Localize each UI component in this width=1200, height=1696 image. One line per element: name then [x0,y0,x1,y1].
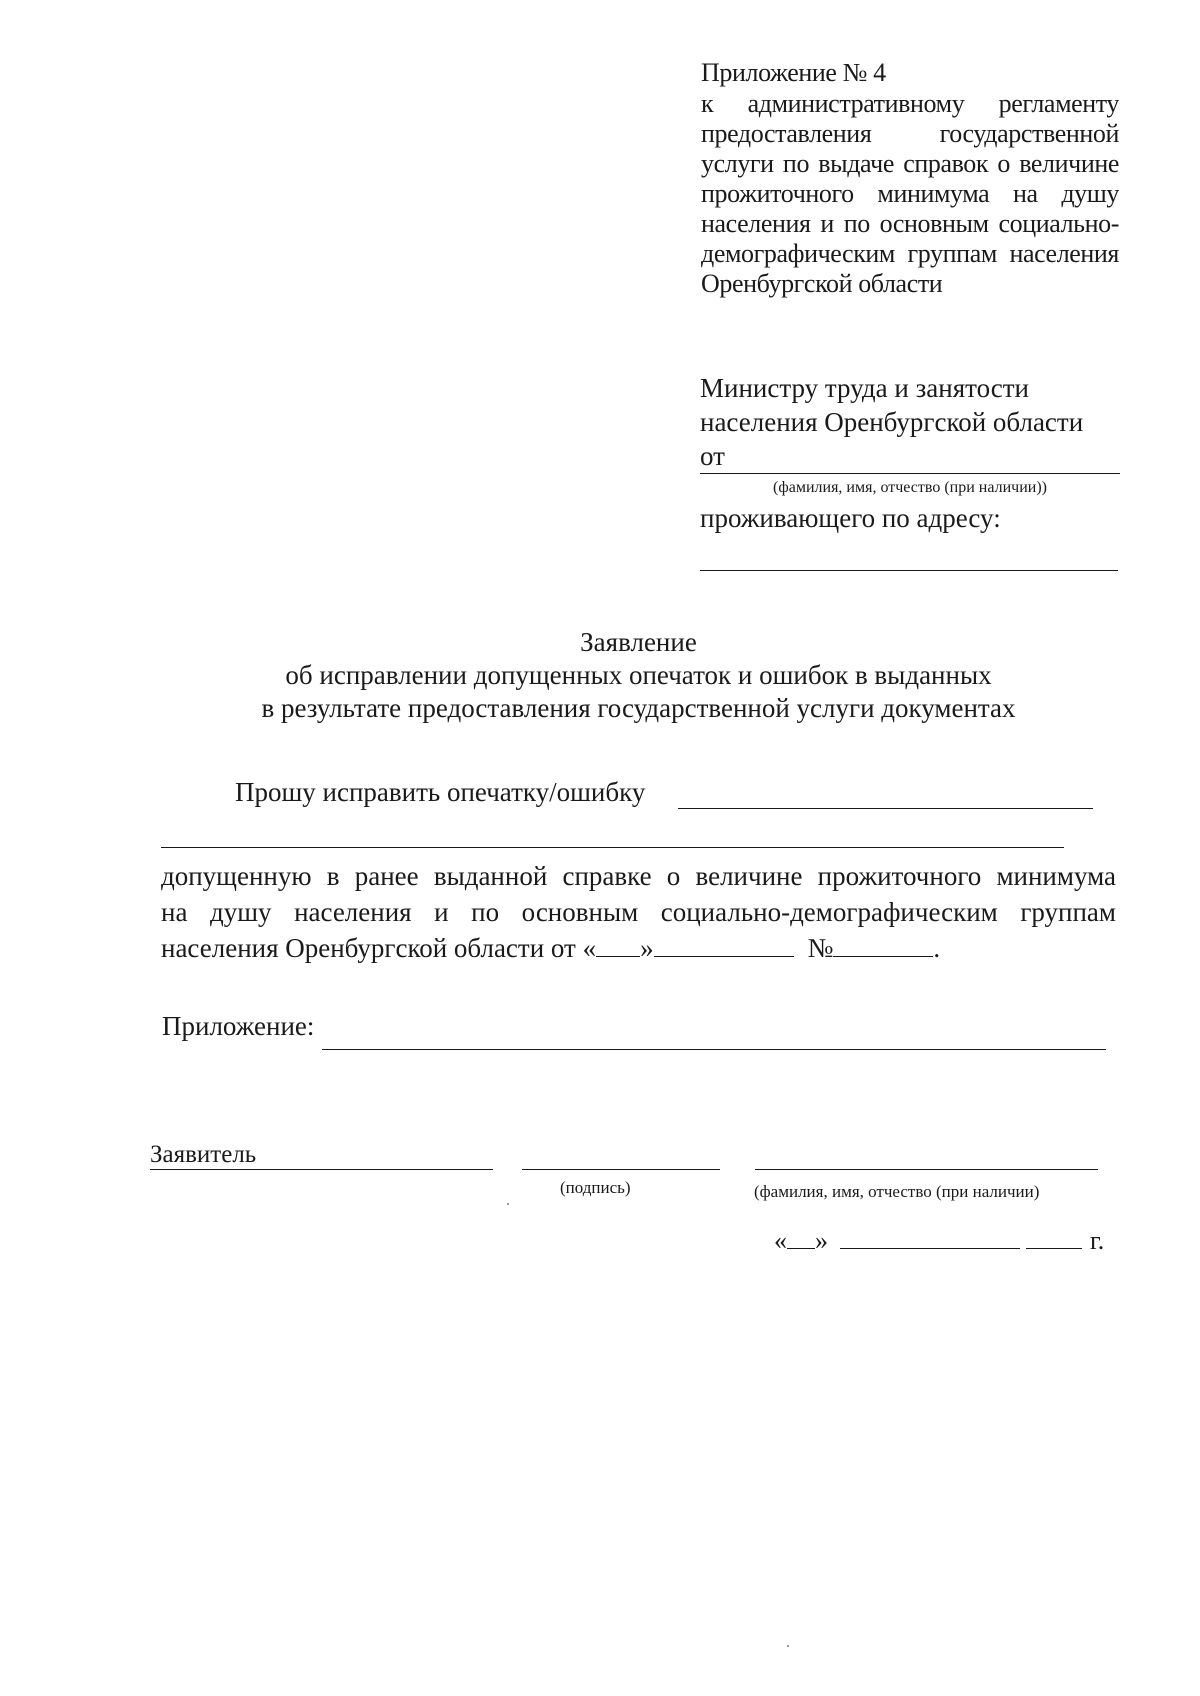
body-line: на душу населения и по основным социально-демографическим группам [161,897,1116,927]
date-row [774,1224,1104,1257]
from-name-field[interactable] [700,473,1120,474]
body-line-date [161,930,1116,966]
document-heading [120,626,1157,725]
addressee-line: населения Оренбургской области [700,407,1084,437]
address-label: проживающего по адресу: [700,503,1001,533]
signature-field[interactable] [522,1169,720,1170]
annex-title: Приложение № 4 [701,58,886,87]
from-row [700,439,1120,473]
number-sign: № [807,933,834,963]
applicant-fio-hint: (фамилия, имя, отчество (при наличии) [754,1182,1040,1201]
scan-speck [787,1645,789,1647]
date-open-quote: « [774,1226,787,1255]
period: . [933,933,941,963]
heading-line: в результате предоставления государственной услуги документах [261,693,1016,723]
heading-title: Заявление [580,627,697,657]
annex-line: к административному регламенту [701,89,1119,118]
body-paragraph [161,858,1116,966]
date-year-field[interactable] [1026,1224,1082,1249]
date-day-field[interactable] [787,1224,815,1249]
error-description-field[interactable] [678,808,1093,809]
date-close-quote: » [815,1226,828,1255]
month-year-field[interactable] [654,932,794,957]
annex-block [701,58,1119,299]
annex-line: Оренбургской области [701,269,943,298]
scan-speck [507,1203,509,1205]
fio-hint: (фамилия, имя, отчество (при наличии)) [773,479,1047,496]
certificate-number-field[interactable] [833,932,933,957]
quote-close: » [640,933,654,963]
error-description-field-cont[interactable] [161,847,1064,848]
applicant-label: Заявитель [150,1141,257,1168]
addressee-line: Министру труда и занятости [700,373,1029,403]
address-field[interactable] [700,570,1118,571]
body-line: допущенную в ранее выданной справке о величине прожиточного минимума [161,861,1116,891]
request-label: Прошу исправить опечатку/ошибку [235,777,646,807]
applicant-field[interactable] [150,1169,493,1170]
attachment-label: Приложение: [162,1011,315,1041]
annex-line: предоставления государственной [701,119,1119,148]
from-label: от [700,441,725,471]
annex-line: прожиточного минимума на душу [701,179,1119,208]
signature-hint: (подпись) [560,1178,631,1197]
annex-line: услуги по выдаче справок о величине [701,149,1119,178]
annex-line: демографическим группам населения [701,239,1119,268]
day-field[interactable] [596,932,640,957]
heading-line: об исправлении допущенных опечаток и ошибок в выданных [285,660,992,690]
addressee-block [700,371,1120,535]
body-line-text: населения Оренбургской области от « [161,933,597,963]
applicant-name-field[interactable] [755,1169,1098,1170]
attachment-field[interactable] [322,1049,1106,1050]
annex-line: населения и по основным социально- [701,209,1119,238]
year-suffix: г. [1090,1226,1105,1255]
date-month-field[interactable] [840,1224,1020,1249]
